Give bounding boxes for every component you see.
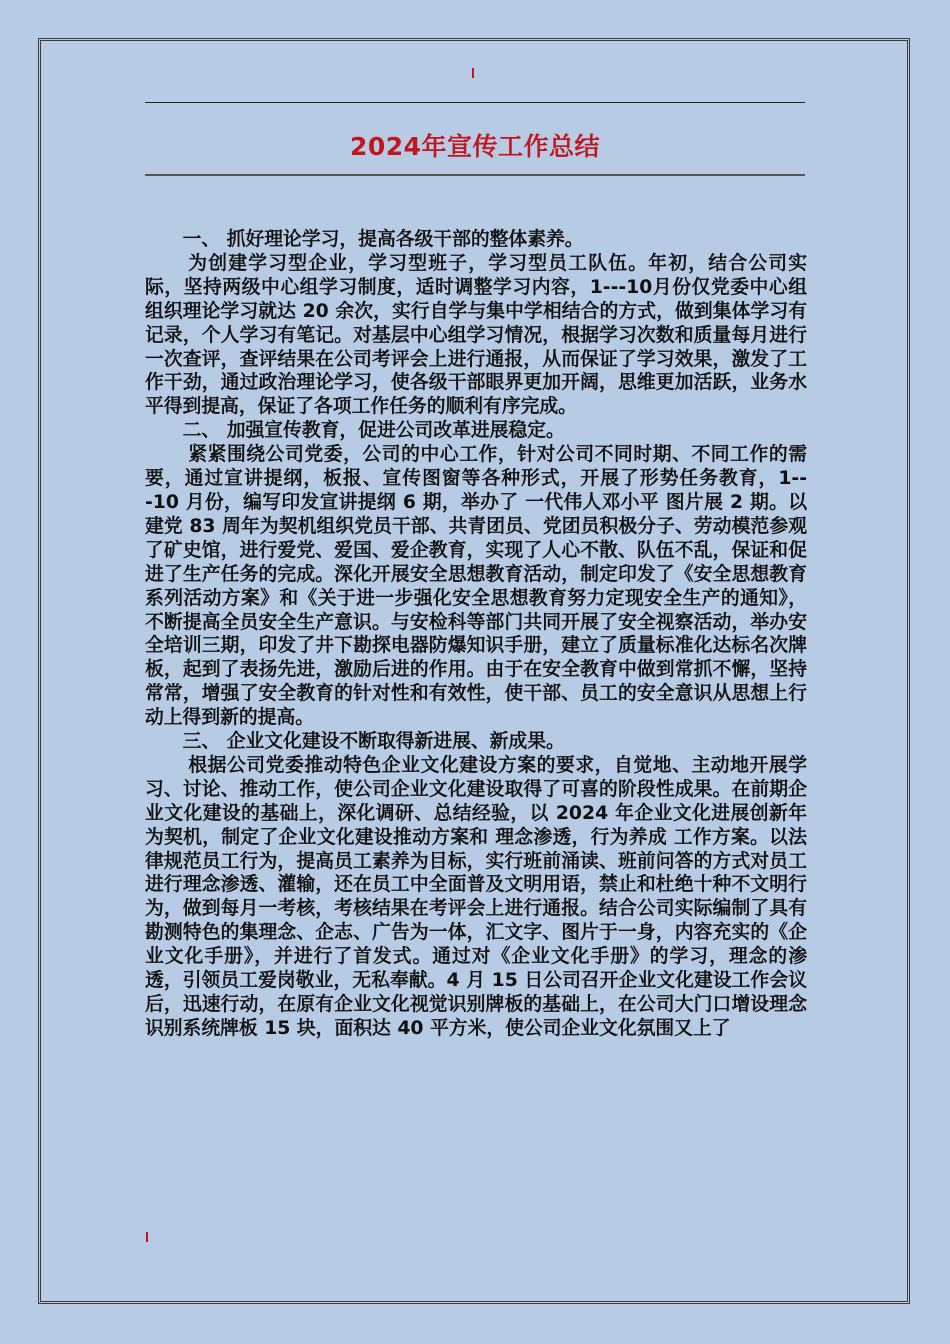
section-heading-1: 一、 抓好理论学习，提高各级干部的整体素养。: [182, 229, 584, 250]
section-paragraph-1: 为创建学习型企业，学习型班子，学习型员工队伍。年初，结合公司实际，坚持两级中心组学习制度，适时调整学习内容，1---10月份仅党委中心组组织理论学习就达 20 余次，实行自学与集中学相结合的方式，做到集体学习有记录，个人学习有笔记。对基层中心组学习情况，根据学习次数和质量每月进行一次查评，查评结果在公司考评会上进行通报，从而保证了学习效果，激发了工作干劲，通过政治理论学习，使各级干部眼界更加开阔，思维更加活跃，业务水平得到提高，保证了各项工作任务的顺利有序完成。: [145, 252, 807, 418]
header-rule: [145, 102, 805, 103]
section-heading-2: 二、 加强宣传教育，促进公司改革进展稳定。: [182, 420, 565, 442]
document-body: [145, 228, 807, 1041]
section-paragraph-2: 紧紧围绕公司党委，公司的中心工作，针对公司不同时期、不同工作的需要，通过宣讲提纲，板报、宣传图窗等各种形式，开展了形势任务教育，1---10 月份，编写印发宣讲提纲 6 期，举办了 一代伟人邓小平 图片展 2 期。以建党 83 周年为契机组织党员干部、共青团员、党团员积极分子、劳动模范参观了矿史馆，进行爱党、爱国、爱企教育，实现了人心不散、队伍不乱，保证和促进了生产任务的完成。深化开展安全思想教育活动，制定印发了《安全思想教育系列活动方案》和《关于进一步强化安全思想教育努力定现安全生产的通知》，不断提高全员安全生产意识。与安检科等部门共同开展了安全视察活动，举办安全培训三期，印发了井下勘探电器防爆知识手册，建立了质量标准化达标名次牌板，起到了表扬先进，激励后进的作用。由于在安全教育中做到常抓不懈，坚持常常，增强了安全教育的针对性和有效性，使干部、员工的安全意识从思想上行动上得到新的提高。: [145, 444, 807, 729]
header-mark: [472, 68, 474, 78]
document-title: 2024年宣传工作总结: [349, 132, 601, 161]
title-rule: [145, 174, 805, 176]
section-heading-3: 三、 企业文化建设不断取得新进展、新成果。: [182, 731, 565, 753]
footer-mark: [146, 1232, 148, 1242]
section-paragraph-3: 根据公司党委推动特色企业文化建设方案的要求，自觉地、主动地开展学习、讨论、推动工作，使公司企业文化建设取得了可喜的阶段性成果。在前期企业文化建设的基础上，深化调研、总结经验，以 2024 年企业文化进展创新年为契机，制定了企业文化建设推动方案和 理念渗透，行为养成 工作方案。以法律规范员工行为，提高员工素养为目标，实行班前涌读、班前问答的方式对员工进行理念渗透、灌输，还在员工中全面普及文明用语，禁止和杜绝十种不文明行为，做到每月一考核，考核结果在考评会上进行通报。结合公司实际编制了具有勘测特色的集理念、企志、广告为一体，汇文字、图片于一身，内容充实的《企业文化手册》，并进行了首发式。通过对《企业文化手册》的学习，理念的渗透，引领员工爱岗敬业，无私奉献。4 月 15 日公司召开企业文化建设工作会议后，迅速行动，在原有企业文化视觉识别牌板的基础上，在公司大门口增设理念识别系统牌板 15 块，面积达 40 平方米，使公司企业文化氛围又上了: [145, 754, 807, 1039]
